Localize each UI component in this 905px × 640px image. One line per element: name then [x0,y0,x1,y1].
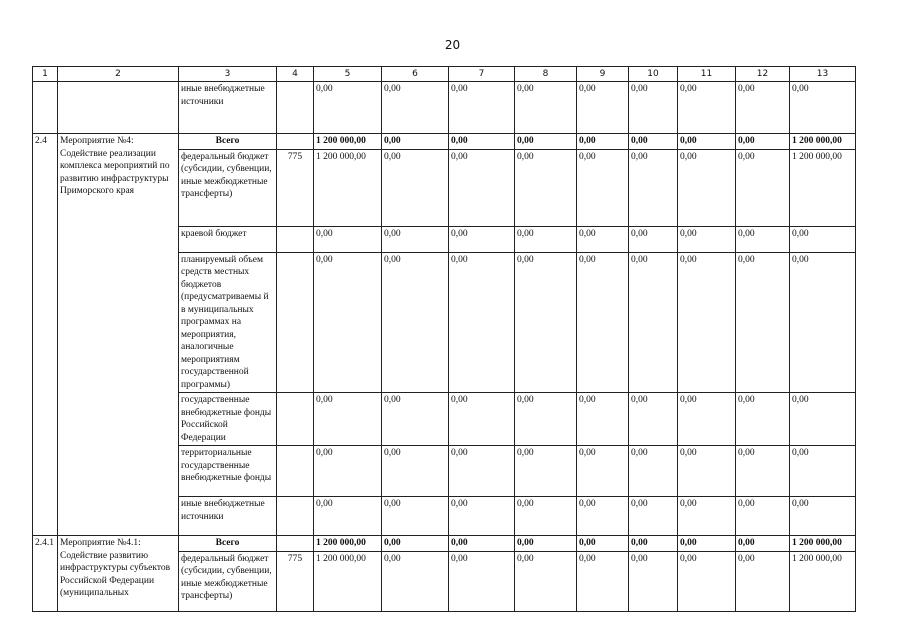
funding-source: государственные внебюджетные фонды Российской Федерации [179,393,277,446]
amount-cell: 0,00 [449,82,515,134]
amount-cell: 1 200 000,00 [790,536,856,552]
amount-cell: 0,00 [629,82,678,134]
table-row [33,536,856,552]
amount-cell: 0,00 [678,149,736,226]
amount-cell: 0,00 [577,497,629,536]
amount-cell: 0,00 [382,497,449,536]
amount-cell: 0,00 [736,252,790,393]
amount-cell: 0,00 [629,536,678,552]
amount-cell: 0,00 [515,252,577,393]
amount-cell: 1 200 000,00 [314,551,382,611]
budget-code [277,536,314,552]
amount-cell: 0,00 [736,134,790,150]
amount-cell: 0,00 [314,393,382,446]
amount-cell: 0,00 [736,446,790,497]
amount-cell: 0,00 [629,134,678,150]
amount-cell: 0,00 [449,536,515,552]
amount-cell: 0,00 [382,149,449,226]
amount-cell: 0,00 [577,551,629,611]
funding-source: федеральный бюджет (субсидии, субвенции, иные межбюджетные трансферты) [179,149,277,226]
amount-cell: 0,00 [515,226,577,252]
amount-cell: 0,00 [515,82,577,134]
amount-cell: 0,00 [314,82,382,134]
column-header: 9 [577,67,629,82]
budget-code: 775 [277,551,314,611]
amount-cell: 0,00 [577,134,629,150]
amount-cell: 0,00 [515,393,577,446]
amount-cell: 0,00 [577,536,629,552]
amount-cell: 0,00 [678,446,736,497]
amount-cell: 0,00 [736,497,790,536]
amount-cell: 0,00 [515,149,577,226]
amount-cell: 0,00 [629,226,678,252]
column-header: 12 [736,67,790,82]
amount-cell: 0,00 [382,252,449,393]
amount-cell: 0,00 [449,551,515,611]
amount-cell: 0,00 [577,82,629,134]
amount-cell: 0,00 [515,446,577,497]
budget-code [277,497,314,536]
budget-code [277,82,314,134]
amount-cell: 0,00 [382,134,449,150]
funding-source: иные внебюджетные источники [179,497,277,536]
amount-cell: 0,00 [314,446,382,497]
amount-cell: 0,00 [678,82,736,134]
amount-cell: 0,00 [449,393,515,446]
column-header: 1 [33,67,58,82]
funding-source: Всего [179,134,277,150]
amount-cell: 0,00 [382,393,449,446]
amount-cell: 0,00 [790,393,856,446]
amount-cell: 0,00 [314,226,382,252]
amount-cell: 1 200 000,00 [314,536,382,552]
amount-cell: 0,00 [629,497,678,536]
measure-name: Мероприятие №4.1: Содействие развитию инфраструктуры субъектов Российской Федерации (муниципальных [58,536,179,612]
budget-code [277,226,314,252]
amount-cell: 1 200 000,00 [790,134,856,150]
amount-cell: 0,00 [736,536,790,552]
table-row [33,82,856,134]
amount-cell: 1 200 000,00 [314,149,382,226]
budget-code [277,393,314,446]
amount-cell: 0,00 [577,226,629,252]
amount-cell: 0,00 [678,536,736,552]
amount-cell: 0,00 [678,497,736,536]
amount-cell: 0,00 [449,497,515,536]
amount-cell: 0,00 [678,134,736,150]
amount-cell: 0,00 [515,497,577,536]
amount-cell: 1 200 000,00 [790,551,856,611]
amount-cell: 0,00 [736,82,790,134]
amount-cell: 0,00 [515,536,577,552]
column-header: 4 [277,67,314,82]
amount-cell: 0,00 [790,82,856,134]
amount-cell: 0,00 [515,134,577,150]
amount-cell: 0,00 [736,551,790,611]
amount-cell: 0,00 [629,551,678,611]
amount-cell: 0,00 [577,252,629,393]
measure-name: Мероприятие №4: Содействие реализации комплекса мероприятий по развитию инфраструктуры Приморского края [58,134,179,536]
amount-cell: 0,00 [736,226,790,252]
amount-cell: 0,00 [382,536,449,552]
budget-code [277,446,314,497]
amount-cell: 0,00 [314,252,382,393]
column-header-row [33,67,856,82]
amount-cell: 0,00 [382,82,449,134]
amount-cell: 0,00 [577,393,629,446]
column-header: 13 [790,67,856,82]
amount-cell: 0,00 [790,252,856,393]
column-header: 3 [179,67,277,82]
amount-cell: 0,00 [449,134,515,150]
column-header: 6 [382,67,449,82]
row-number [33,82,58,134]
column-header: 10 [629,67,678,82]
budget-code: 775 [277,149,314,226]
funding-source: федеральный бюджет (субсидии, субвенции, иные межбюджетные трансферты) [179,551,277,611]
amount-cell: 0,00 [678,252,736,393]
amount-cell: 0,00 [382,551,449,611]
amount-cell: 0,00 [736,149,790,226]
column-header: 2 [58,67,179,82]
amount-cell: 0,00 [736,393,790,446]
budget-code [277,134,314,150]
funding-source: иные внебюджетные источники [179,82,277,134]
amount-cell: 0,00 [382,226,449,252]
column-header: 8 [515,67,577,82]
amount-cell: 0,00 [515,551,577,611]
column-header: 7 [449,67,515,82]
amount-cell: 0,00 [678,393,736,446]
amount-cell: 0,00 [449,446,515,497]
amount-cell: 1 200 000,00 [790,149,856,226]
amount-cell: 0,00 [629,446,678,497]
amount-cell: 0,00 [790,446,856,497]
funding-source: территориальные государственные внебюджетные фонды [179,446,277,497]
page-number: 20 [444,38,461,52]
amount-cell: 0,00 [449,226,515,252]
amount-cell: 0,00 [629,393,678,446]
amount-cell: 1 200 000,00 [314,134,382,150]
funding-source: планируемый объем средств местных бюджетов (предусматриваемы й в муниципальных программах на мероприятия, аналогичные мероприятиям государственной программы) [179,252,277,393]
column-header: 11 [678,67,736,82]
row-number: 2.4.1 [33,536,58,612]
amount-cell: 0,00 [449,252,515,393]
measure-name [58,82,179,134]
funding-source: краевой бюджет [179,226,277,252]
funding-source: Всего [179,536,277,552]
row-number: 2.4 [33,134,58,536]
amount-cell: 0,00 [678,551,736,611]
amount-cell: 0,00 [678,226,736,252]
amount-cell: 0,00 [449,149,515,226]
amount-cell: 0,00 [314,497,382,536]
amount-cell: 0,00 [790,226,856,252]
table-row [33,134,856,150]
amount-cell: 0,00 [790,497,856,536]
amount-cell: 0,00 [629,149,678,226]
budget-table [32,66,856,612]
amount-cell: 0,00 [382,446,449,497]
amount-cell: 0,00 [629,252,678,393]
budget-code [277,252,314,393]
column-header: 5 [314,67,382,82]
amount-cell: 0,00 [577,149,629,226]
amount-cell: 0,00 [577,446,629,497]
